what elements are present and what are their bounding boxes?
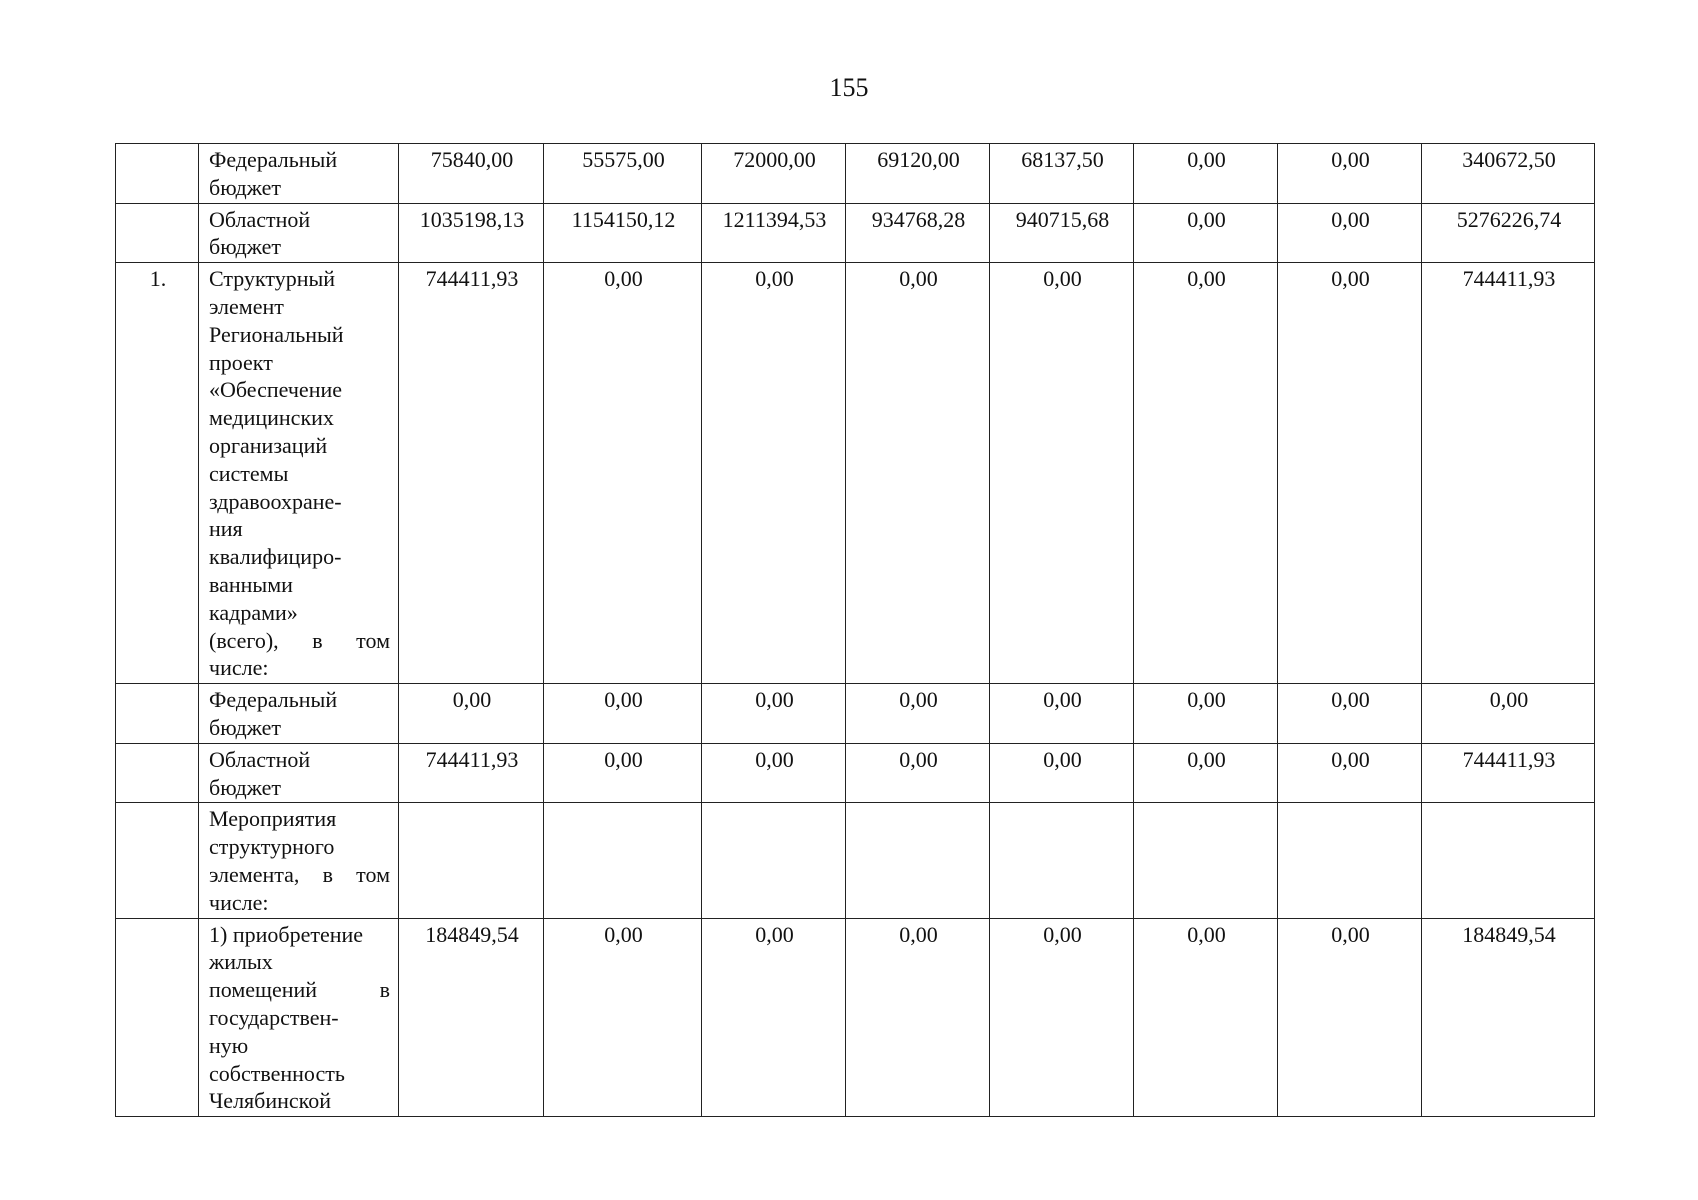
- table-row: [116, 918, 1595, 1117]
- row-number: [116, 684, 199, 744]
- row-number: [116, 918, 199, 1117]
- value-cell: 0,00: [1134, 203, 1278, 263]
- value-cell: 744411,93: [1422, 743, 1595, 803]
- value-cell: 1035198,13: [399, 203, 544, 263]
- value-cell: 72000,00: [702, 144, 846, 204]
- value-cell: [846, 803, 990, 918]
- value-cell: 0,00: [544, 743, 702, 803]
- row-name-line: элемента, в том: [209, 861, 390, 887]
- value-cell: 1154150,12: [544, 203, 702, 263]
- value-cell: [1422, 803, 1595, 918]
- value-cell: 184849,54: [1422, 918, 1595, 1117]
- row-name-line: Федеральный: [209, 687, 338, 713]
- row-name: [199, 918, 399, 1117]
- value-cell: 0,00: [846, 684, 990, 744]
- value-cell: 0,00: [702, 918, 846, 1117]
- row-name-line: 1) приобретение: [209, 921, 364, 947]
- value-cell: 0,00: [544, 684, 702, 744]
- value-cell: [702, 803, 846, 918]
- value-cell: 0,00: [1134, 263, 1278, 684]
- table-row: [116, 803, 1595, 918]
- row-name-line: Структурный: [209, 266, 336, 292]
- row-name-line: медицинских: [209, 405, 334, 431]
- row-name-line: ванными: [209, 571, 293, 597]
- row-name: [199, 203, 399, 263]
- value-cell: 744411,93: [1422, 263, 1595, 684]
- row-name-line: собственность: [209, 1060, 345, 1086]
- row-name-line: Мероприятия: [209, 806, 337, 832]
- row-name-line: Областной: [209, 746, 311, 772]
- row-name-line: (всего), в том: [209, 627, 390, 653]
- value-cell: 0,00: [702, 263, 846, 684]
- row-name-line: ную: [209, 1032, 249, 1058]
- row-name-line: «Обеспечение: [209, 377, 342, 403]
- row-name-line: Челябинской: [209, 1088, 332, 1114]
- table-body: [116, 144, 1595, 1117]
- value-cell: 0,00: [1422, 684, 1595, 744]
- row-name-line: организаций: [209, 432, 328, 458]
- table-row: [116, 743, 1595, 803]
- value-cell: 0,00: [1278, 144, 1422, 204]
- value-cell: 0,00: [1134, 144, 1278, 204]
- row-name-line: жилых: [209, 949, 273, 975]
- table-row: [116, 684, 1595, 744]
- value-cell: 0,00: [702, 684, 846, 744]
- row-number: [116, 803, 199, 918]
- value-cell: 0,00: [702, 743, 846, 803]
- value-cell: 0,00: [846, 263, 990, 684]
- value-cell: 68137,50: [990, 144, 1134, 204]
- row-name-line: элемент: [209, 293, 284, 319]
- row-name-line: проект: [209, 349, 273, 375]
- value-cell: 0,00: [1278, 684, 1422, 744]
- value-cell: 0,00: [990, 918, 1134, 1117]
- value-cell: 5276226,74: [1422, 203, 1595, 263]
- row-name-line: здравоохране-: [209, 488, 342, 514]
- page-number: 155: [829, 73, 869, 102]
- row-name-line: бюджет: [209, 234, 281, 260]
- value-cell: [1278, 803, 1422, 918]
- value-cell: 0,00: [1134, 918, 1278, 1117]
- row-number: [116, 743, 199, 803]
- value-cell: 744411,93: [399, 263, 544, 684]
- value-cell: 940715,68: [990, 203, 1134, 263]
- value-cell: 0,00: [990, 263, 1134, 684]
- row-name-line: помещений в: [209, 977, 390, 1003]
- value-cell: 69120,00: [846, 144, 990, 204]
- row-name-line: бюджет: [209, 714, 281, 740]
- table-row: [116, 263, 1595, 684]
- row-name-line: квалифициро-: [209, 544, 342, 570]
- value-cell: [1134, 803, 1278, 918]
- row-name-line: Областной: [209, 206, 311, 232]
- value-cell: 1211394,53: [702, 203, 846, 263]
- row-number: 1.: [116, 263, 199, 684]
- value-cell: 0,00: [1278, 203, 1422, 263]
- row-name: [199, 684, 399, 744]
- row-number: [116, 203, 199, 263]
- value-cell: 184849,54: [399, 918, 544, 1117]
- value-cell: 0,00: [1278, 263, 1422, 684]
- value-cell: 0,00: [1278, 743, 1422, 803]
- value-cell: 55575,00: [544, 144, 702, 204]
- row-name: [199, 263, 399, 684]
- row-name-line: бюджет: [209, 774, 281, 800]
- row-name-line: Региональный: [209, 321, 344, 347]
- row-name: [199, 803, 399, 918]
- row-name-line: числе:: [209, 655, 269, 681]
- value-cell: 0,00: [846, 918, 990, 1117]
- row-name-line: системы: [209, 460, 289, 486]
- value-cell: 0,00: [846, 743, 990, 803]
- value-cell: 0,00: [544, 263, 702, 684]
- row-name: [199, 743, 399, 803]
- value-cell: 0,00: [990, 684, 1134, 744]
- row-name: [199, 144, 399, 204]
- value-cell: 934768,28: [846, 203, 990, 263]
- value-cell: 0,00: [544, 918, 702, 1117]
- row-name-line: структурного: [209, 834, 335, 860]
- value-cell: 0,00: [1134, 743, 1278, 803]
- row-name-line: Федеральный: [209, 147, 338, 172]
- value-cell: 0,00: [1134, 684, 1278, 744]
- table-row: [116, 144, 1595, 204]
- value-cell: [544, 803, 702, 918]
- row-name-line: государствен-: [209, 1004, 339, 1030]
- value-cell: 75840,00: [399, 144, 544, 204]
- row-name-line: бюджет: [209, 174, 281, 200]
- value-cell: 0,00: [399, 684, 544, 744]
- row-name-line: кадрами»: [209, 599, 298, 625]
- value-cell: 0,00: [1278, 918, 1422, 1117]
- value-cell: [990, 803, 1134, 918]
- budget-table: [115, 143, 1595, 1117]
- row-name-line: ния: [209, 516, 243, 542]
- row-name-line: числе:: [209, 889, 269, 915]
- table-row: [116, 203, 1595, 263]
- value-cell: 340672,50: [1422, 144, 1595, 204]
- value-cell: [399, 803, 544, 918]
- value-cell: 744411,93: [399, 743, 544, 803]
- value-cell: 0,00: [990, 743, 1134, 803]
- row-number: [116, 144, 199, 204]
